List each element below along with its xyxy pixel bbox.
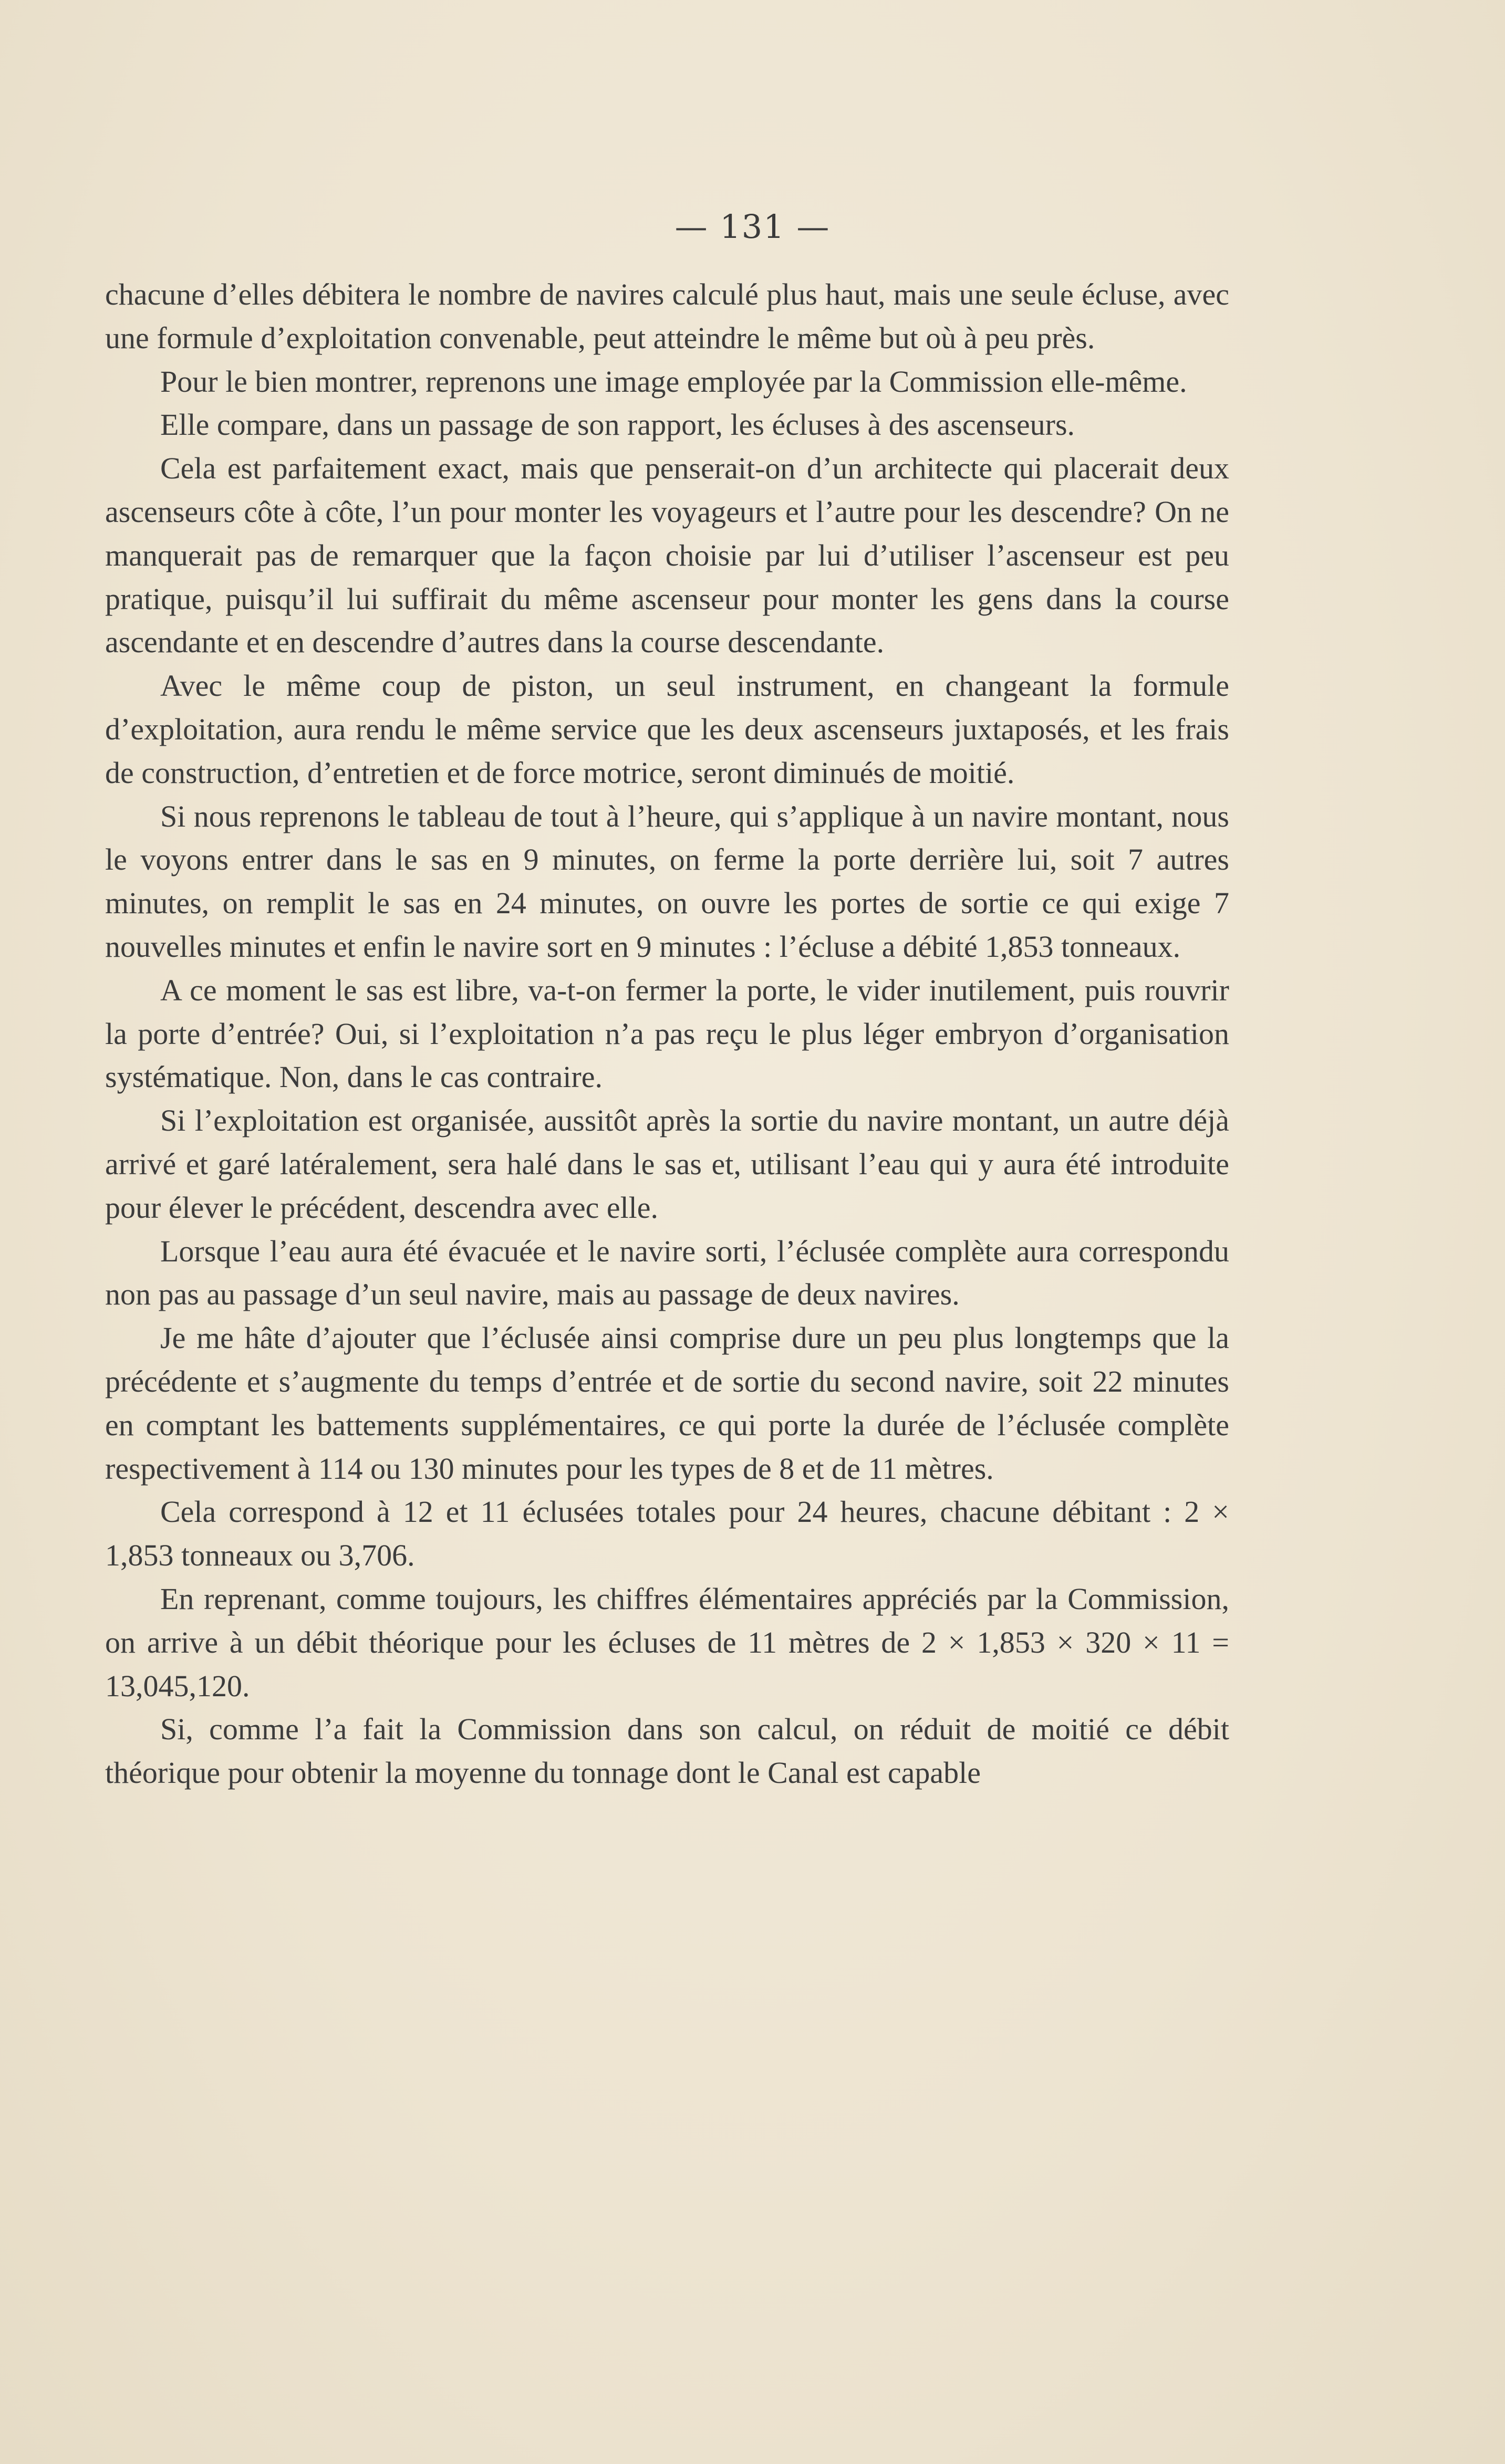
paragraph: Avec le même coup de piston, un seul instrument, en changeant la formule d’exploitation, aura rendu le même service que les deux ascenseurs juxtaposés, et les frais de construction, d’entretien et de force motrice, seront diminués de moitié. bbox=[105, 669, 1229, 790]
paragraph: A ce moment le sas est libre, va-t-on fermer la porte, le vider inutilement, puis rouvrir la porte d’entrée? Oui, si l’exploitation n’a pas reçu le plus léger embryon d’organisation systématique. Non, dans le cas contraire. bbox=[105, 973, 1229, 1094]
paragraph: En reprenant, comme toujours, les chiffres élémentaires appréciés par la Commission, on arrive à un débit théorique pour les écluses de 11 mètres de 2 × 1,853 × 320 × 11 = 13,045,120. bbox=[105, 1581, 1229, 1703]
paragraph: Elle compare, dans un passage de son rapport, les écluses à des ascenseurs. bbox=[160, 408, 1075, 442]
paragraph: Cela est parfaitement exact, mais que penserait-on d’un architecte qui placerait deux ascenseurs côte à côte, l’un pour monter les voyageurs et l’autre pour les descendre? On ne manquerait pas de remarquer que la façon choisie par lui d’utiliser l’ascenseur est peu pratique, puisqu’il lui suffirait du même ascenseur pour monter les gens dans la course ascendante et en descendre d’autres dans la course descendante. bbox=[105, 451, 1229, 660]
paragraph: Je me hâte d’ajouter que l’éclusée ainsi comprise dure un peu plus longtemps que la précédente et s’augmente du temps d’entrée et de sortie du second navire, soit 22 minutes en comptant les battements supplémentaires, ce qui porte la durée de l’éclusée complète respectivement à 114 ou 130 minutes pour les types de 8 et de 11 mètres. bbox=[105, 1321, 1229, 1486]
paragraph: Lorsque l’eau aura été évacuée et le navire sorti, l’éclusée complète aura correspondu non pas au passage d’un seul navire, mais au passage de deux navires. bbox=[105, 1234, 1229, 1312]
paragraph: chacune d’elles débitera le nombre de navires calculé plus haut, mais une seule écluse, avec une formule d’exploitation convenable, peut atteindre le même but où à peu près. bbox=[105, 277, 1229, 355]
paragraph: Si nous reprenons le tableau de tout à l’heure, qui s’applique à un navire montant, nous le voyons entrer dans le sas en 9 minutes, on ferme la porte derrière lui, soit 7 autres minutes, on remplit le sas en 24 minutes, on ouvre les portes de sortie ce qui exige 7 nouvelles minutes et enfin le navire sort en 9 minutes : l’écluse a débité 1,853 tonneaux. bbox=[105, 799, 1229, 964]
paragraph: Si l’exploitation est organisée, aussitôt après la sortie du navire montant, un autre déjà arrivé et garé latéralement, sera halé dans le sas et, utilisant l’eau qui y aura été introduite pour élever le précédent, descendra avec elle. bbox=[105, 1103, 1229, 1225]
paragraph: Cela correspond à 12 et 11 éclusées totales pour 24 heures, chacune débitant : 2 × 1,853 tonneaux ou 3,706. bbox=[105, 1495, 1229, 1573]
paragraph: Si, comme l’a fait la Commission dans son calcul, on réduit de moitié ce débit théorique pour obtenir la moyenne du tonnage dont le Canal est capable bbox=[105, 1712, 1229, 1790]
page-number: — 131 — bbox=[674, 207, 831, 246]
paragraph: Pour le bien montrer, reprenons une image employée par la Commission elle-même. bbox=[160, 364, 1187, 399]
body-text bbox=[105, 273, 1229, 1795]
